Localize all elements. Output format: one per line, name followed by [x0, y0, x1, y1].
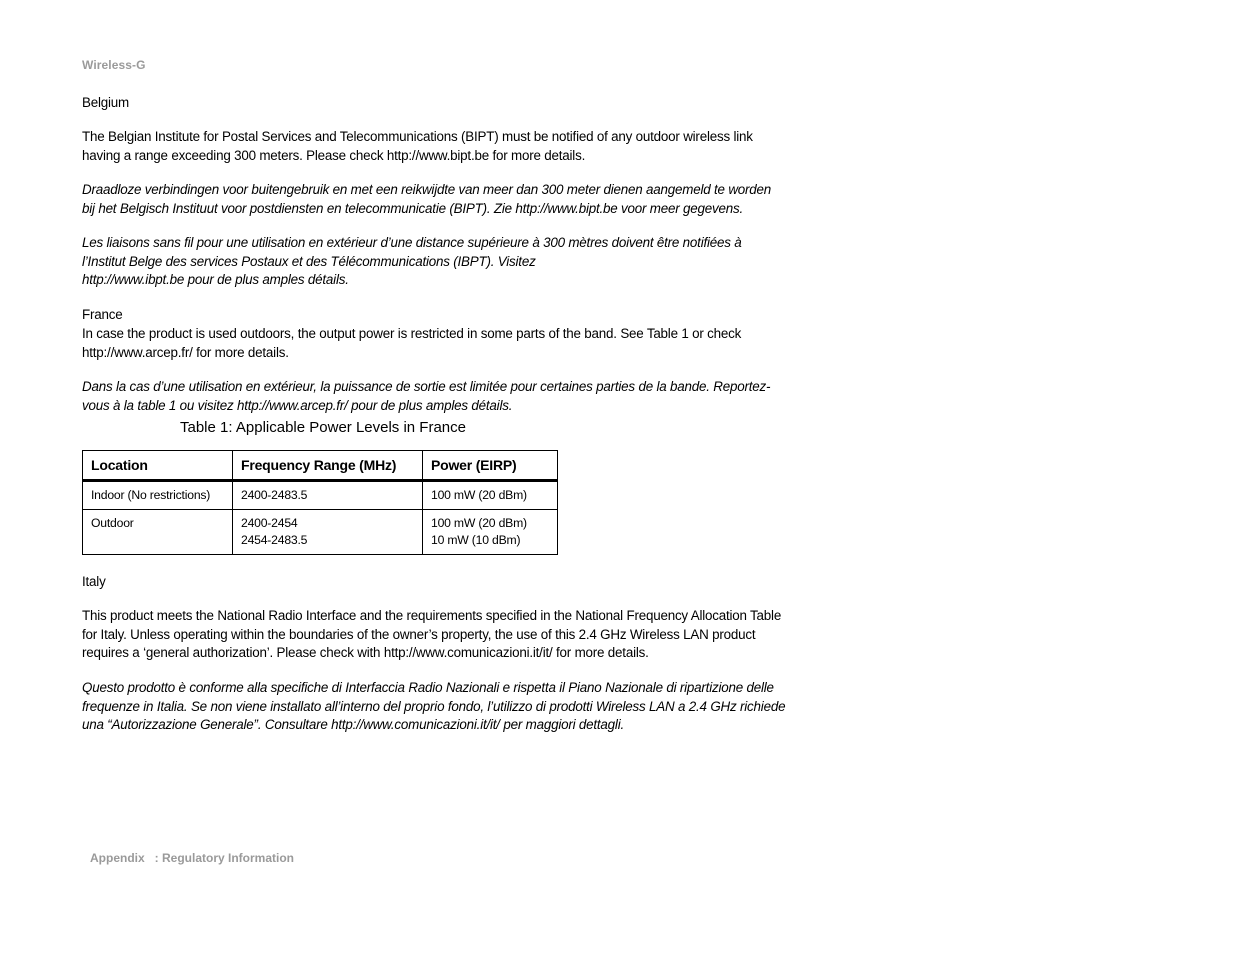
- text-line: having a range exceeding 300 meters. Please check http://www.bipt.be for more details.: [82, 147, 586, 163]
- italy-italian-paragraph: [82, 679, 817, 735]
- cell-line: 10 mW (10 dBm): [431, 533, 521, 547]
- cell-location: Indoor (No restrictions): [83, 481, 233, 510]
- text-line: Les liaisons sans fil pour une utilisation en extérieur d’une distance supérieure à 300 mètres doivent être notifiées à: [82, 235, 742, 250]
- text-line: Questo prodotto è conforme alla specifiche di Interfaccia Radio Nazionali e rispetta il Piano Nazionale di ripartizione delle: [82, 680, 774, 695]
- text-line: bij het Belgisch Instituut voor postdiensten en telecommunicatie (BIPT). Zie http://www.bipt.be voor meer gegevens.: [82, 200, 744, 216]
- table-row: [83, 481, 558, 510]
- cell-location: Outdoor: [83, 510, 233, 555]
- text-line: http://www.ibpt.be pour de plus amples détails.: [82, 272, 349, 288]
- cell-line: 100 mW (20 dBm): [431, 488, 527, 502]
- column-header-location: Location: [83, 451, 233, 481]
- belgium-english-paragraph: [82, 128, 817, 165]
- text-line: The Belgian Institute for Postal Services and Telecommunications (BIPT) must be notified of any outdoor wireless link: [82, 129, 753, 144]
- france-english-paragraph: [82, 325, 817, 362]
- cell-frequency: [233, 481, 423, 510]
- cell-line: 2454-2483.5: [241, 533, 308, 547]
- table-caption: Table 1: Applicable Power Levels in France: [180, 419, 466, 436]
- text-line: l’Institut Belge des services Postaux et des Télécommunications (IBPT). Visitez: [82, 253, 536, 269]
- running-header: Wireless-G: [82, 58, 146, 72]
- heading-belgium: Belgium: [82, 95, 129, 110]
- belgium-french-paragraph: [82, 234, 817, 290]
- text-line: requires a ‘general authorization’. Please check with http://www.comunicazioni.it/it/ for more details.: [82, 645, 649, 661]
- text-line: frequenze in Italia. Se non viene installato all’interno del proprio fondo, l’utilizzo di prodotti Wireless LAN a 2.4 GHz richiede: [82, 698, 786, 714]
- cell-line: 2400-2483.5: [241, 488, 308, 502]
- column-header-frequency: Frequency Range (MHz): [233, 451, 423, 481]
- text-line: for Italy. Unless operating within the boundaries of the owner’s property, the use of this 2.4 GHz Wireless LAN product: [82, 626, 756, 642]
- text-line: vous à la table 1 ou visitez http://www.arcep.fr/ pour de plus amples détails.: [82, 397, 513, 413]
- heading-italy: Italy: [82, 574, 106, 589]
- text-line: http://www.arcep.fr/ for more details.: [82, 344, 289, 360]
- text-line: Dans la cas d’une utilisation en extérieur, la puissance de sortie est limitée pour certaines parties de la bande. Reportez-: [82, 379, 771, 394]
- table-header-row: [83, 451, 558, 481]
- power-levels-table: [82, 450, 558, 555]
- text-line: Draadloze verbindingen voor buitengebruik en met een reikwijdte van meer dan 300 meter dienen aangemeld te worden: [82, 182, 772, 197]
- belgium-dutch-paragraph: [82, 181, 817, 218]
- cell-line: 100 mW (20 dBm): [431, 516, 527, 530]
- page-footer: Appendix : Regulatory Information: [90, 851, 295, 865]
- text-line: In case the product is used outdoors, the output power is restricted in some parts of the band. See Table 1 or check: [82, 326, 742, 341]
- italy-english-paragraph: [82, 607, 817, 663]
- heading-france: France: [82, 307, 123, 322]
- text-line: This product meets the National Radio Interface and the requirements specified in the National Frequency Allocation Table: [82, 608, 782, 623]
- cell-frequency: [233, 510, 423, 555]
- text-line: una “Autorizzazione Generale”. Consultare http://www.comunicazioni.it/it/ per maggiori dettagli.: [82, 717, 624, 733]
- france-french-paragraph: [82, 378, 817, 415]
- cell-power: [423, 510, 558, 555]
- cell-line: 2400-2454: [241, 516, 298, 530]
- column-header-power: Power (EIRP): [423, 451, 558, 481]
- table-row: [83, 510, 558, 555]
- cell-power: [423, 481, 558, 510]
